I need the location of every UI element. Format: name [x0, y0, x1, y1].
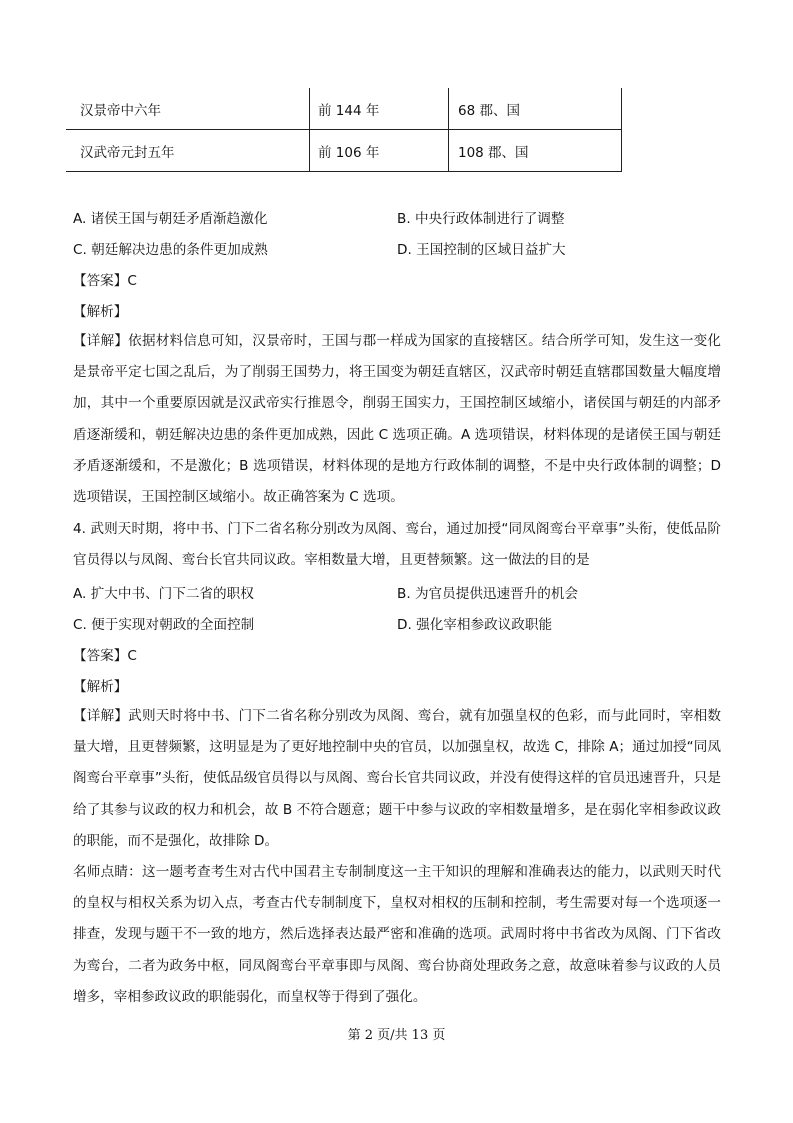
table-cell-year: 前 106 年: [310, 130, 449, 172]
table-cell-year: 前 144 年: [310, 88, 449, 130]
q4-answer: 【答案】C: [73, 648, 137, 664]
q3-option-d: D. 王国控制的区域日益扩大: [397, 242, 566, 258]
q3-option-b: B. 中央行政体制进行了调整: [397, 211, 565, 227]
q3-detail: 【详解】依据材料信息可知，汉景帝时，王国与郡一样成为国家的直接辖区。结合所学可知，发生这一变化是景帝平定七国之乱后，为了削弱王国势力，将王国变为朝廷直辖区，汉武帝时朝廷直辖郡国数量大幅度增加，其中一个重要原因就是汉武帝实行推恩令，削弱王国实力，王国控制区域缩小，诸侯国与朝廷的内部矛盾逐渐缓和，朝廷解决边患的条件更加成熟，因此 C 选项正确。A 选项错误，材料体现的是诸侯王国与朝廷矛盾逐渐缓和，不是激化；B 选项错误，材料体现的是地方行政体制的调整，不是中央行政体制的调整；D 选项错误，王国控制区域缩小。故正确答案为 C 选项。: [73, 333, 721, 506]
page-footer: 第 2 页/共 13 页: [347, 1028, 446, 1043]
table-row: [66, 130, 622, 172]
q4-analysis-label: 【解析】: [73, 679, 128, 695]
q4-option-b: B. 为官员提供迅速晋升的机会: [397, 586, 579, 602]
q3-option-a: A. 诸侯王国与朝廷矛盾渐趋激化: [73, 211, 268, 227]
table-row: [66, 88, 622, 130]
q4-option-c: C. 便于实现对朝政的全面控制: [73, 617, 255, 633]
q3-option-c: C. 朝廷解决边患的条件更加成熟: [73, 242, 268, 258]
table-cell-emperor: 汉武帝元封五年: [66, 130, 310, 172]
q4-detail: 【详解】武则天时将中书、门下二省名称分别改为凤阁、鸾台，就有加强皇权的色彩，而与此同时，宰相数量大增，且更替频繁，这明显是为了更好地控制中央的官员，以加强皇权，故选 C，排除 A；通过加授“同凤阁鸾台平章事”头衔，使低品级官员得以与凤阁、鸾台长官共同议政，并没有使得这样的官员迅速晋升，只是给了其参与议政的权力和机会，故 B 不符合题意；题干中参与议政的宰相数量增多，是在弱化宰相参政议政的职能，而不是强化，故排除 D。: [73, 708, 721, 849]
q4-stem: 4. 武则天时期，将中书、门下二省名称分别改为凤阁、鸾台，通过加授“同凤阁鸾台平章事”头衔，使低品阶官员得以与凤阁、鸾台长官共同议政。宰相数量大增，且更替频繁。这一做法的目的是: [73, 521, 721, 569]
table-cell-emperor: 汉景帝中六年: [66, 88, 310, 130]
q4-option-a: A. 扩大中书、门下二省的职权: [73, 586, 254, 602]
q3-analysis-label: 【解析】: [73, 304, 128, 320]
q3-answer: 【答案】C: [73, 273, 137, 289]
table-cell-count: 108 郡、国: [449, 130, 622, 172]
q4-teacher-note: 名师点睛：这一题考查考生对古代中国君主专制制度这一主干知识的理解和准确表达的能力，以武则天时代的皇权与相权关系为切入点，考查古代专制制度下，皇权对相权的压制和控制，考生需要对每一个选项逐一排查，发现与题干不一致的地方，然后选择表达最严密和准确的选项。武周时将中书省改为凤阁、门下省改为鸾台，二者为政务中枢，同凤阁鸾台平章事即与凤阁、鸾台协商处理政务之意，故意味着参与议政的人员增多，宰相参政议政的职能弱化，而皇权等于得到了强化。: [73, 864, 721, 1005]
table-cell-count: 68 郡、国: [449, 88, 622, 130]
q4-option-d: D. 强化宰相参政议政职能: [397, 617, 553, 633]
prefecture-table: [66, 88, 622, 172]
